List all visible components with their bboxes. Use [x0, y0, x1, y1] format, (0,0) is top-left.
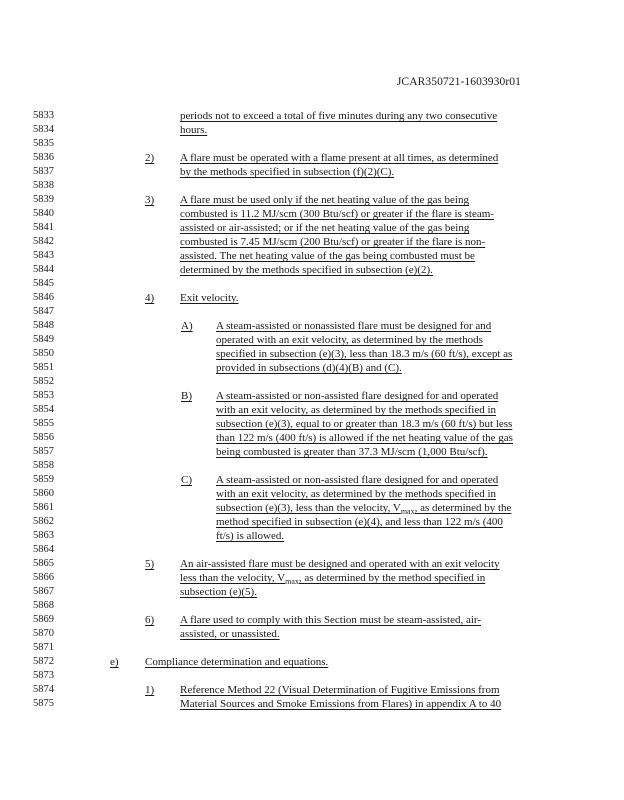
line-number: 5867 [33, 586, 54, 597]
body-line: by the methods specified in subsection (f)(2)(C). [180, 166, 395, 178]
body-line: subsection (e)(3), equal to or greater than 18.3 m/s (60 ft/s) but less [216, 418, 513, 430]
line-number: 5843 [33, 250, 54, 261]
body-line: Reference Method 22 (Visual Determination of Fugitive Emissions from [180, 684, 500, 696]
body-line: assisted, or unassisted. [180, 628, 280, 640]
body-line: with an exit velocity, as determined by the methods specified in [216, 404, 497, 416]
body-line: periods not to exceed a total of five minutes during any two consecutive [180, 110, 498, 122]
section-title: Compliance determination and equations. [145, 656, 329, 668]
body-line: specified in subsection (e)(3), less than 18.3 m/s (60 ft/s), except as [216, 348, 513, 360]
line-number: 5855 [33, 418, 54, 429]
line-number: 5854 [33, 404, 54, 415]
line-number: 5842 [33, 236, 54, 247]
body-line: hours. [180, 124, 208, 136]
line-number: 5862 [33, 516, 54, 527]
subitem-label: C) [181, 474, 192, 486]
body-line: subsection (e)(5). [180, 586, 257, 598]
subitem-label: B) [181, 390, 192, 402]
line-number: 5836 [33, 152, 54, 163]
line-number: 5844 [33, 264, 54, 275]
body-line: A steam-assisted or nonassisted flare must be designed for and [216, 320, 492, 332]
line-number: 5875 [33, 698, 54, 709]
line-number: 5840 [33, 208, 54, 219]
item-label: 3) [145, 194, 155, 206]
subitem-label: A) [181, 320, 193, 332]
body-line: A flare must be operated with a flame present at all times, as determined [180, 152, 499, 164]
line-number: 5851 [33, 362, 54, 373]
line-number: 5869 [33, 614, 54, 625]
line-number: 5837 [33, 166, 54, 177]
line-number: 5834 [33, 124, 54, 135]
body-line: with an exit velocity, as determined by the methods specified in [216, 488, 497, 500]
body-line: determined by the methods specified in subsection (e)(2). [180, 264, 433, 276]
line-number: 5861 [33, 502, 54, 513]
line-number: 5853 [33, 390, 54, 401]
body-line: ft/s) is allowed. [216, 530, 285, 542]
body-line: A steam-assisted or non-assisted flare designed for and operated [216, 474, 499, 486]
body-line: provided in subsections (d)(4)(B) and (C). [216, 362, 402, 374]
item-label: 2) [145, 152, 155, 164]
line-number: 5852 [33, 376, 54, 387]
body-line: operated with an exit velocity, as determined by the methods [216, 334, 483, 346]
line-number: 5841 [33, 222, 54, 233]
line-number: 5848 [33, 320, 54, 331]
line-number: 5846 [33, 292, 54, 303]
item-label: 5) [145, 558, 155, 570]
line-number: 5847 [33, 306, 54, 317]
body-line: method specified in subsection (e)(4), and less than 122 m/s (400 [216, 516, 503, 528]
line-number: 5870 [33, 628, 54, 639]
line-number: 5845 [33, 278, 54, 289]
body-line: less than the velocity, $V_{max}$, as determined by the method specified in [180, 572, 486, 587]
body-line: assisted. The net heating value of the gas being combusted must be [180, 250, 475, 262]
line-number: 5857 [33, 446, 54, 457]
line-number: 5865 [33, 558, 54, 569]
line-number: 5856 [33, 432, 54, 443]
body-line: A steam-assisted or non-assisted flare designed for and operated [216, 390, 499, 402]
line-number: 5859 [33, 474, 54, 485]
body-line: Material Sources and Smoke Emissions from Flares) in appendix A to 40 [180, 698, 502, 710]
line-number: 5838 [33, 180, 54, 191]
item-label: 4) [145, 292, 155, 304]
line-number: 5872 [33, 656, 54, 667]
line-number: 5860 [33, 488, 54, 499]
body-line: A flare used to comply with this Section must be steam-assisted, air- [180, 614, 482, 626]
item-label: 1) [145, 684, 155, 696]
line-number: 5835 [33, 138, 54, 149]
body-line: combusted is 7.45 MJ/scm (200 Btu/scf) or greater if the flare is non- [180, 236, 486, 248]
body-line: Exit velocity. [180, 292, 239, 304]
body-line: than 122 m/s (400 ft/s) is allowed if the net heating value of the gas [216, 432, 513, 444]
line-number: 5863 [33, 530, 54, 541]
line-number: 5864 [33, 544, 54, 555]
body-line: An air-assisted flare must be designed and operated with an exit velocity [180, 558, 500, 570]
body-line: being combusted is greater than 37.3 MJ/scm (1,000 Btu/scf). [216, 446, 488, 458]
body-line: combusted is 11.2 MJ/scm (300 Btu/scf) or greater if the flare is steam- [180, 208, 494, 220]
line-number: 5839 [33, 194, 54, 205]
line-number: 5871 [33, 642, 54, 653]
body-line: A flare must be used only if the net heating value of the gas being [180, 194, 469, 206]
line-number: 5873 [33, 670, 54, 681]
line-number: 5866 [33, 572, 54, 583]
line-number: 5874 [33, 684, 54, 695]
line-number: 5849 [33, 334, 54, 345]
item-label: 6) [145, 614, 155, 626]
section-label: e) [110, 656, 119, 668]
line-number: 5833 [33, 110, 54, 121]
line-number: 5858 [33, 460, 54, 471]
document-id-header: JCAR350721-1603930r01 [396, 76, 521, 88]
body-line: subsection (e)(3), less than the velocity, $V_{max}$, as determined by the [216, 502, 512, 517]
line-number: 5868 [33, 600, 54, 611]
body-line: assisted or air-assisted; or if the net heating value of the gas being [180, 222, 470, 234]
line-number: 5850 [33, 348, 54, 359]
